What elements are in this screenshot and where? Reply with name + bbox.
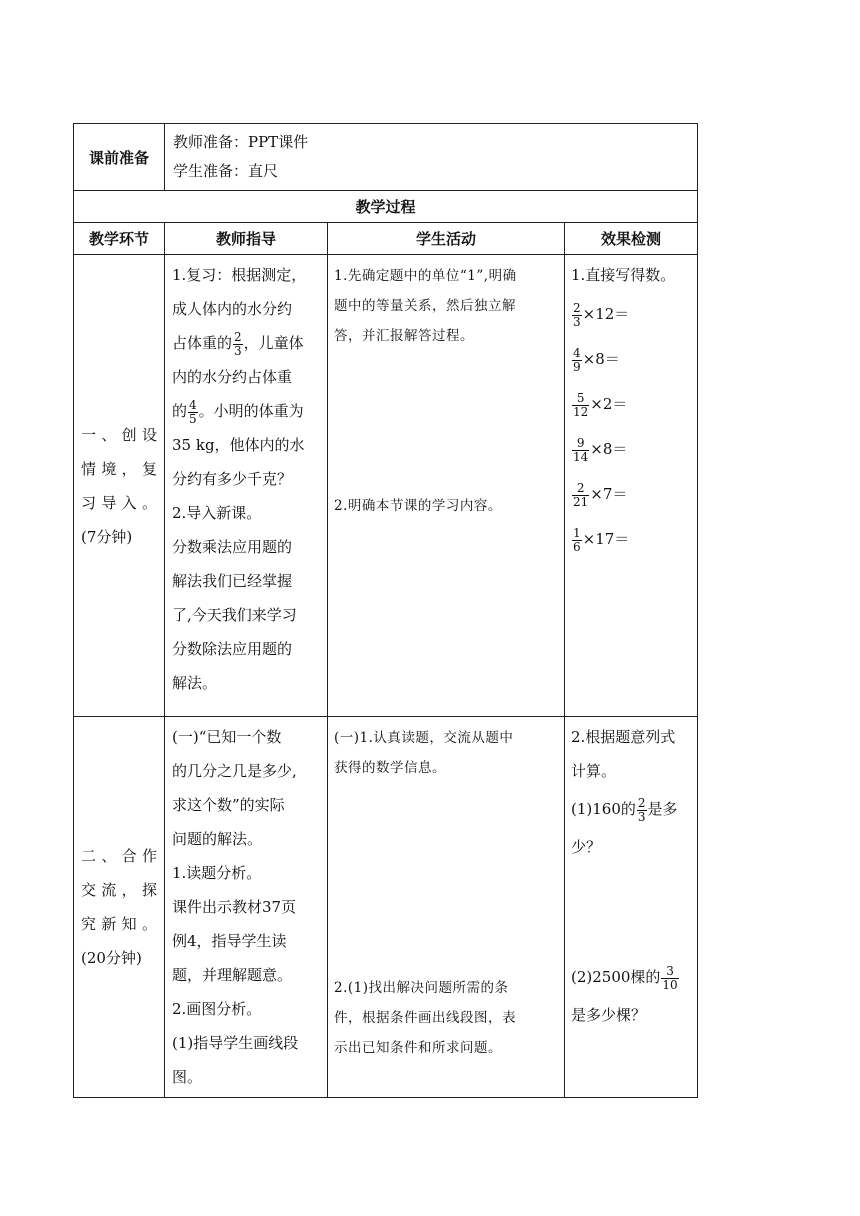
check-text: 是多: [647, 800, 678, 818]
denominator: 5: [189, 411, 197, 426]
student-line: (一)1.认真读题，交流从题中: [334, 730, 514, 746]
check-expr: ×7＝: [590, 485, 628, 503]
guide-line: 了,今天我们来学习: [172, 606, 297, 624]
guide-text: 的: [172, 402, 188, 420]
guide-line: 例4，指导学生读: [172, 932, 287, 950]
guide-line: (1)指导学生画线段: [172, 1034, 299, 1052]
student-line: 2.(1)找出解决问题所需的条: [334, 980, 509, 996]
denominator: 9: [573, 359, 581, 374]
guide-line: 分数乘法应用题的: [172, 538, 293, 556]
stage2-name: [74, 717, 165, 1098]
guide-line: 分数除法应用题的: [172, 640, 293, 658]
guide-line: 成人体内的水分约: [172, 300, 293, 318]
guide-line: 课件出示教材37页: [172, 898, 297, 916]
check-expr: ×8＝: [582, 350, 620, 368]
process-title-row: [74, 191, 698, 223]
stage1-student: [328, 255, 565, 717]
fraction: [572, 437, 589, 464]
header-row: [74, 223, 698, 255]
check-expr: ×2＝: [590, 395, 628, 413]
guide-line: 解法我们已经掌握: [172, 572, 293, 590]
guide-text: 占体重的: [172, 334, 233, 352]
check-text: (1)160的: [571, 800, 636, 818]
student-prep: 学生准备：直尺: [173, 162, 279, 180]
header-student: 学生活动: [328, 223, 565, 255]
teacher-prep: 教师准备：PPT课件: [173, 133, 309, 151]
fraction: [572, 527, 582, 554]
fraction: [637, 797, 647, 824]
fraction: [661, 965, 678, 992]
stage2-row: [74, 717, 698, 1098]
guide-line: 35 kg，他体内的水: [172, 436, 305, 454]
fraction: [233, 331, 243, 358]
guide-line: 题，并理解题意。: [172, 966, 293, 984]
stage1-row: [74, 255, 698, 717]
check-line: [571, 956, 691, 998]
check-item: [571, 292, 691, 337]
guide-line: 问题的解法。: [172, 830, 263, 848]
stage1-time: (7分钟): [81, 527, 133, 546]
student-line: 获得的数学信息。: [334, 760, 446, 776]
guide-line: 求这个数”的实际: [172, 796, 285, 814]
student-line: 答，并汇报解答过程。: [334, 328, 474, 344]
guide-line: 2.导入新课。: [172, 504, 262, 522]
fraction: [572, 392, 589, 419]
denominator: 3: [637, 809, 646, 824]
guide-line: 解法。: [172, 674, 218, 692]
numerator: 2: [572, 482, 589, 496]
guide-line: 2.画图分析。: [172, 1000, 262, 1018]
check-line: 2.根据题意列式: [571, 728, 676, 746]
stage2-time: (20分钟): [81, 949, 142, 967]
numerator: 9: [572, 437, 589, 451]
denominator: 21: [573, 494, 589, 509]
check-line: 计算。: [571, 762, 617, 780]
stage2-check: [565, 717, 698, 1098]
stage2-line: 二、合作: [81, 847, 157, 865]
process-title: 教学过程: [74, 191, 698, 223]
check-expr: ×8＝: [590, 440, 628, 458]
check-expr: ×17＝: [582, 530, 630, 548]
stage1-guide: [165, 255, 328, 717]
numerator: 2: [637, 795, 646, 810]
lesson-plan-table: [73, 123, 698, 1098]
denominator: 12: [573, 404, 589, 419]
check-title: 1.直接写得数。: [571, 266, 676, 284]
stage1-name: [74, 255, 165, 717]
fraction: [188, 399, 198, 426]
student-line: 题中的等量关系，然后独立解: [334, 298, 516, 314]
student-line: 1.先确定题中的单位“1”,明确: [334, 268, 517, 284]
stage1-line: 情境，复: [81, 459, 157, 478]
header-stage: 教学环节: [74, 223, 165, 255]
check-expr: ×12＝: [582, 305, 630, 323]
stage1-line: 一、创设: [81, 425, 157, 444]
stage2-guide: [165, 717, 328, 1098]
guide-line: (一)“已知一个数: [172, 728, 282, 746]
check-line: 少？: [571, 838, 602, 856]
student-line: 件，根据条件画出线段图，表: [334, 1010, 516, 1026]
check-item: [571, 472, 691, 517]
guide-line: 内的水分约占体重: [172, 368, 293, 386]
fraction: [572, 347, 582, 374]
numerator: 4: [189, 397, 197, 412]
check-line: [571, 788, 691, 830]
numerator: 1: [573, 525, 581, 540]
check-text: (2)2500棵的: [571, 968, 661, 986]
check-item: [571, 517, 691, 562]
numerator: 2: [573, 300, 581, 315]
denominator: 3: [573, 314, 581, 329]
stage2-line: 交流，探: [81, 881, 157, 899]
numerator: 5: [572, 392, 589, 406]
guide-line: 分约有多少千克？: [172, 470, 293, 488]
guide-text: 。小明的体重为: [198, 402, 304, 420]
guide-line: 1.复习：根据测定，: [172, 266, 307, 284]
header-guide: 教师指导: [165, 223, 328, 255]
numerator: 3: [661, 965, 678, 979]
guide-line: [172, 326, 320, 360]
check-item: [571, 337, 691, 382]
stage2-line: 究新知。: [81, 915, 157, 933]
denominator: 6: [573, 539, 581, 554]
guide-line: 图。: [172, 1068, 203, 1086]
header-check: 效果检测: [565, 223, 698, 255]
fraction: [572, 302, 582, 329]
prep-label: 课前准备: [74, 124, 165, 191]
numerator: 2: [234, 329, 242, 344]
student-line: 2.明确本节课的学习内容。: [334, 498, 502, 514]
denominator: 10: [662, 977, 678, 992]
guide-line: 1.读题分析。: [172, 864, 262, 882]
check-line: 是多少棵？: [571, 1006, 647, 1024]
numerator: 4: [573, 345, 581, 360]
guide-line: 的几分之几是多少,: [172, 762, 297, 780]
guide-line: [172, 394, 320, 428]
check-item: [571, 427, 691, 472]
stage1-check: [565, 255, 698, 717]
denominator: 3: [234, 343, 242, 358]
prep-row: [74, 124, 698, 191]
stage1-line: 习导入。: [81, 493, 157, 512]
guide-text: ，儿童体: [243, 334, 304, 352]
check-item: [571, 382, 691, 427]
prep-content: [165, 124, 698, 191]
student-line: 示出已知条件和所求问题。: [334, 1040, 502, 1056]
stage2-student: [328, 717, 565, 1098]
fraction: [572, 482, 589, 509]
denominator: 14: [573, 449, 589, 464]
